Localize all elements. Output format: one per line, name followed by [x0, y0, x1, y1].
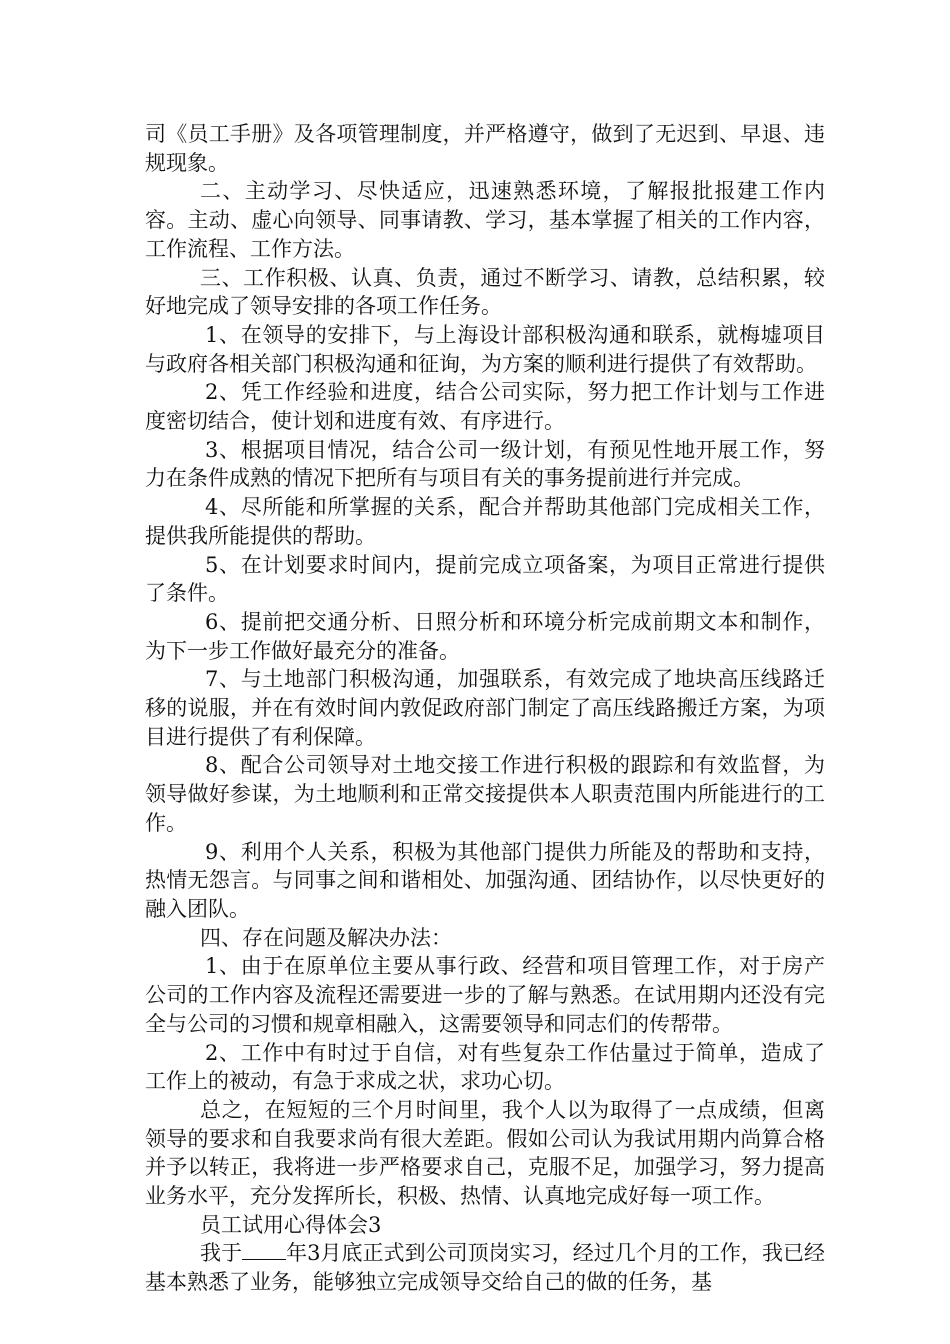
paragraph-section-three: 三、工作积极、认真、负责，通过不断学习、请教，总结积累，较好地完成了领导安排的各项工作任务。 [145, 265, 825, 319]
paragraph-item-4: 4、尽所能和所掌握的关系，配合并帮助其他部门完成相关工作，提供我所能提供的帮助。 [145, 495, 825, 548]
section-heading: 员工试用心得体会3 [200, 1212, 382, 1237]
intro-text: 年3月底正式到公司顶岗实习，经过几个月的工作，我已经基本熟悉了业务，能够独立完成领导交给自己的做的任务，基 [145, 1241, 826, 1295]
paragraph-item-7: 7、与土地部门积极沟通，加强联系，有效完成了地块高压线路迁移的说服，并在有效时间内敦促政府部门制定了高压线路搬迁方案，为项目进行提供了有利保障。 [145, 667, 825, 749]
paragraph-item-2: 2、凭工作经验和进度，结合公司实际，努力把工作计划与工作进度密切结合，使计划和进度有效、有序进行。 [145, 380, 825, 434]
paragraph-section-two: 二、主动学习、尽快适应，迅速熟悉环境，了解报批报建工作内容。主动、虚心向领导、同事请教、学习，基本掌握了相关的工作内容，工作流程、工作方法。 [145, 179, 825, 261]
paragraph-item-3: 3、根据项目情况，结合公司一级计划，有预见性地开展工作，努力在条件成熟的情况下把所有与项目有关的事务提前进行并完成。 [145, 437, 825, 491]
paragraph-continued: 司《员工手册》及各项管理制度，并严格遵守，做到了无迟到、早退、违规现象。 [145, 122, 825, 175]
paragraph-item-5: 5、在计划要求时间内，提前完成立项备案，为项目正常进行提供了条件。 [145, 552, 825, 606]
paragraph-conclusion: 总之，在短短的三个月时间里，我个人以为取得了一点成绩，但离领导的要求和自我要求尚有很大差距。假如公司认为我试用期内尚算合格并予以转正，我将进一步严格要求自己，克服不足，加强学习，努力提高业务水平，充分发挥所长，积极、热情、认真地完成好每一项工作。 [145, 1097, 825, 1209]
blank-underline [242, 1241, 286, 1260]
paragraph-item-6: 6、提前把交通分析、日照分析和环境分析完成前期文本和制作，为下一步工作做好最充分的准备。 [145, 609, 825, 663]
paragraph-item-9: 9、利用个人关系，积极为其他部门提供力所能及的帮助和支持，热情无怨言。与同事之间和谐相处、加强沟通、团结协作，以尽快更好的融入团队。 [145, 839, 825, 921]
paragraph-item-8: 8、配合公司领导对土地交接工作进行积极的跟踪和有效监督，为领导做好参谋，为土地顺利和正常交接提供本人职责范围内所能进行的工作。 [145, 753, 825, 835]
paragraph-item-1: 1、在领导的安排下，与上海设计部积极沟通和联系，就梅墟项目与政府各相关部门积极沟通和征询，为方案的顺利进行提供了有效帮助。 [145, 322, 825, 376]
paragraph-problem-1: 1、由于在原单位主要从事行政、经营和项目管理工作，对于房产公司的工作内容及流程还需要进一步的了解与熟悉。在试用期内还没有完全与公司的习惯和规章相融入，这需要领导和同志们的传帮带。 [145, 954, 825, 1036]
intro-prefix: 我于 [200, 1241, 243, 1266]
paragraph-intro [145, 1239, 825, 1296]
paragraph-section-four: 四、存在问题及解决办法： [200, 925, 452, 950]
paragraph-problem-2: 2、工作中有时过于自信，对有些复杂工作估量过于简单，造成了工作上的被动，有急于求成之状，求功心切。 [145, 1040, 825, 1094]
document-body [145, 120, 825, 1297]
